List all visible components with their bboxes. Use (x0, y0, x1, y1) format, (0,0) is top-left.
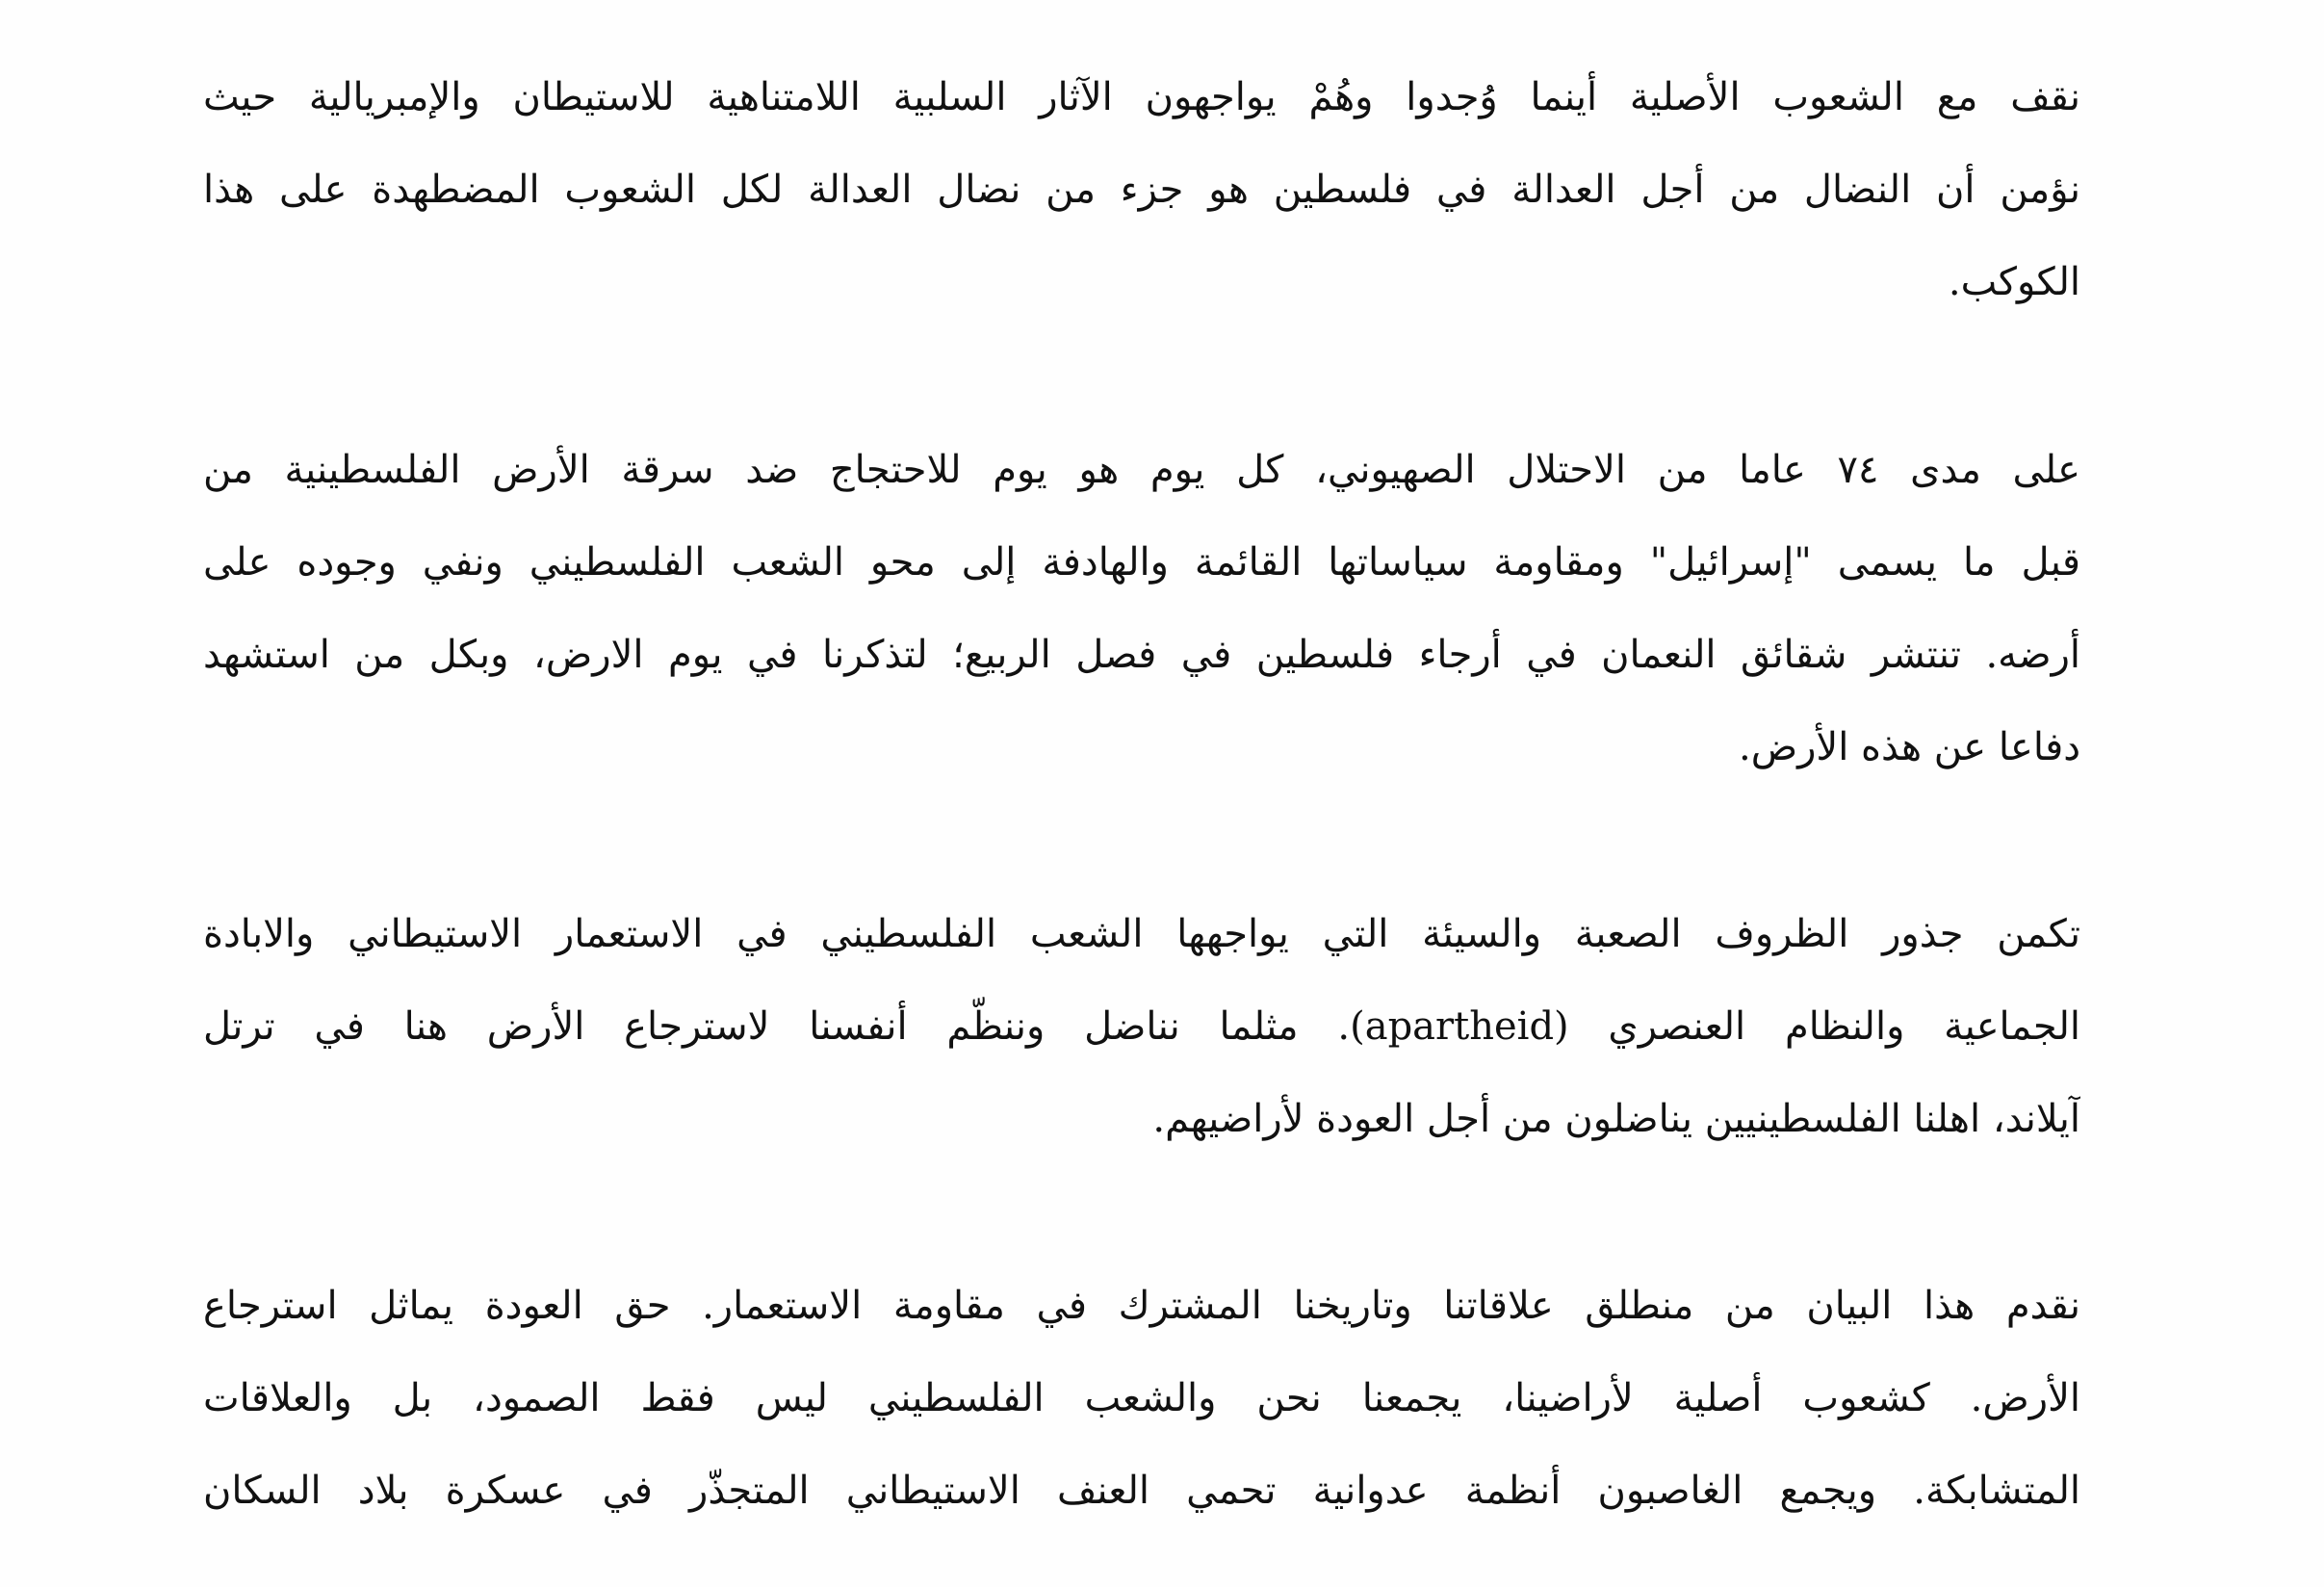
paragraph-line: نقف مع الشعوب الأصلية أينما وُجدوا وهُمْ يواجهون الآثار السلبية اللامتناهية للاستيطان والإمبريالية حيث (203, 75, 2080, 119)
paragraph-line: قبل ما يسمى "إسرائيل" ومقاومة سياساتها القائمة والهادفة إلى محو الشعب الفلسطيني ونفي وجوده على (203, 540, 2080, 585)
paragraph-line: نقدم هذا البيان من منطلق علاقاتنا وتاريخنا المشترك في مقاومة الاستعمار. حق العودة يماثل استرجاع (203, 1284, 2080, 1328)
paragraph-line: تكمن جذور الظروف الصعبة والسيئة التي يواجهها الشعب الفلسطيني في الاستعمار الاستيطاني والابادة (203, 912, 2080, 956)
paragraph-line: أرضه. تنتشر شقائق النعمان في أرجاء فلسطين في فصل الربيع؛ لتذكرنا في يوم الارض، وبكل من استشهد (203, 633, 2080, 677)
paragraph-line: المتشابكة. ويجمع الغاصبون أنظمة عدوانية تحمي العنف الاستيطاني المتجذّر في عسكرة بلاد السكان (203, 1469, 2080, 1513)
paragraph-line: الأرض. كشعوب أصلية لأراضينا، يجمعنا نحن والشعب الفلسطيني ليس فقط الصمود، بل والعلاقات (203, 1376, 2080, 1420)
paragraph-line: نؤمن أن النضال من أجل العدالة في فلسطين هو جزء من نضال العدالة لكل الشعوب المضطهدة على هذا (203, 168, 2080, 212)
paragraph-line: الجماعية والنظام العنصري (apartheid). مثلما نناضل وننظّم أنفسنا لاسترجاع الأرض هنا في ترتل (203, 1004, 2080, 1049)
paragraph-line: على مدى ٧٤ عاما من الاحتلال الصهيوني، كل يوم هو يوم للاحتجاج ضد سرقة الأرض الفلسطينية من (203, 448, 2080, 492)
paragraph-line: دفاعا عن هذه الأرض. (1739, 725, 2080, 769)
paragraph-line: الكوكب. (1948, 260, 2080, 304)
paragraph-line: آيلاند، اهلنا الفلسطينيين يناضلون من أجل العودة لأراضيهم. (1152, 1097, 2080, 1141)
